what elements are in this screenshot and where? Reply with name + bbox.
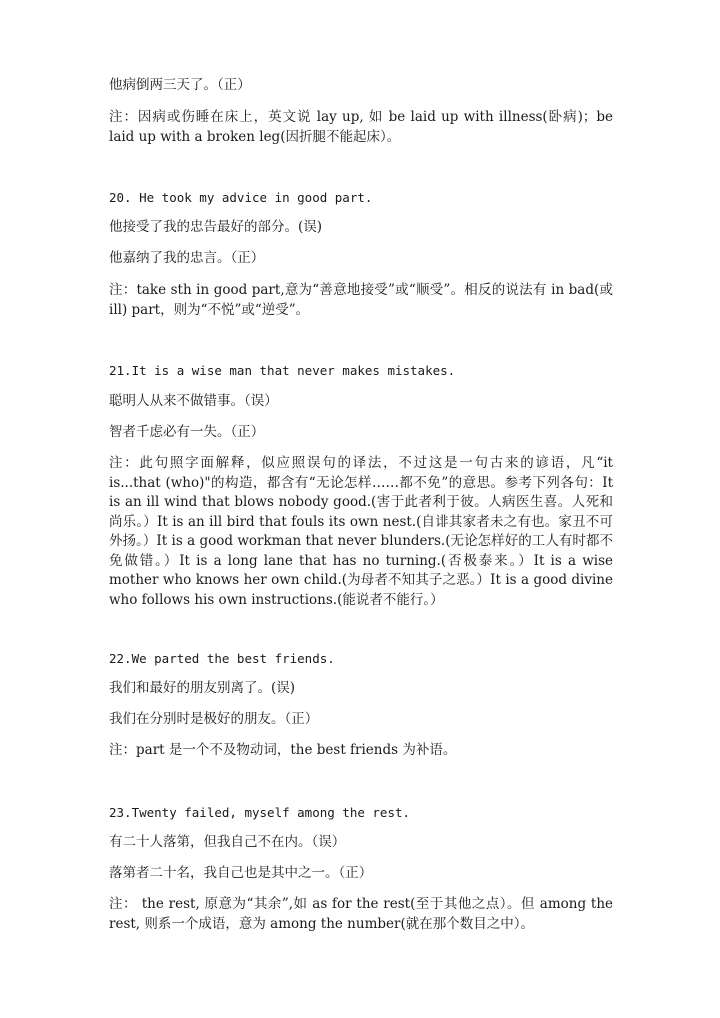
item-21-right: 智者千虑必有一失。（正） [109,424,265,440]
item-20-right: 他嘉纳了我的忠言。（正） [109,250,265,266]
item-20-english: 20. He took my advice in good part. [109,190,373,205]
item-23-right: 落第者二十名，我自己也是其中之一。（正） [109,865,373,881]
item-21-note: 注：此句照字面解释，似应照误句的译法，不过这是一句古来的谚语，凡“it is...that (who)"的构造，都含有“无论怎样……都不免”的意思。参考下列各句：It is an ill wind that blows nobody good.(害于此者利于彼。人病医生喜。人死和尚乐。）It is an ill bird that fouls its own nest.(自诽其家者未之有也。家丑不可外扬。）It is a good workman that never blunders.(无论怎样好的工人有时都不免做错。）It is a long lane that has no turning.(否极泰来。）It is a wise mother who knows her own child.(为母者不知其子之恶。）It is a good divine who follows his own instructions.(能说者不能行。） [109,455,613,608]
item-20-note: 注：take sth in good part,意为“善意地接受”或“顺受”。相反的说法有 in bad(或 ill) part，则为“不悦”或“逆受”。 [109,282,613,318]
item-22-right: 我们在分别时是极好的朋友。（正） [109,711,319,727]
item-19-note: 注：因病或伤睡在床上，英文说 lay up, 如 be laid up with illness(卧病)；be laid up with a broken leg(因折腿不能起床）。 [109,109,613,145]
item-22-english: 22.We parted the best friends. [109,651,335,666]
item-23-wrong: 有二十人落第，但我自己不在内。（误） [109,834,346,850]
item-20-wrong: 他接受了我的忠告最好的部分。(误) [109,219,323,235]
item-21-english: 21.It is a wise man that never makes mistakes. [109,363,456,378]
item-21-wrong: 聪明人从来不做错事。（误） [109,393,278,409]
item-22-wrong: 我们和最好的朋友别离了。(误) [109,680,296,696]
item-22-note: 注：part 是一个不及物动词，the best friends 为补语。 [109,742,457,758]
item-19-correct: 他病倒两三天了。（正） [109,77,251,93]
item-23-english: 23.Twenty failed, myself among the rest. [109,805,411,820]
item-23-note: 注： the rest, 原意为“其余”,如 as for the rest(至于其他之点）。但 among the rest, 则系一个成语，意为 among the number(就在那个数目之中）。 [109,896,613,932]
